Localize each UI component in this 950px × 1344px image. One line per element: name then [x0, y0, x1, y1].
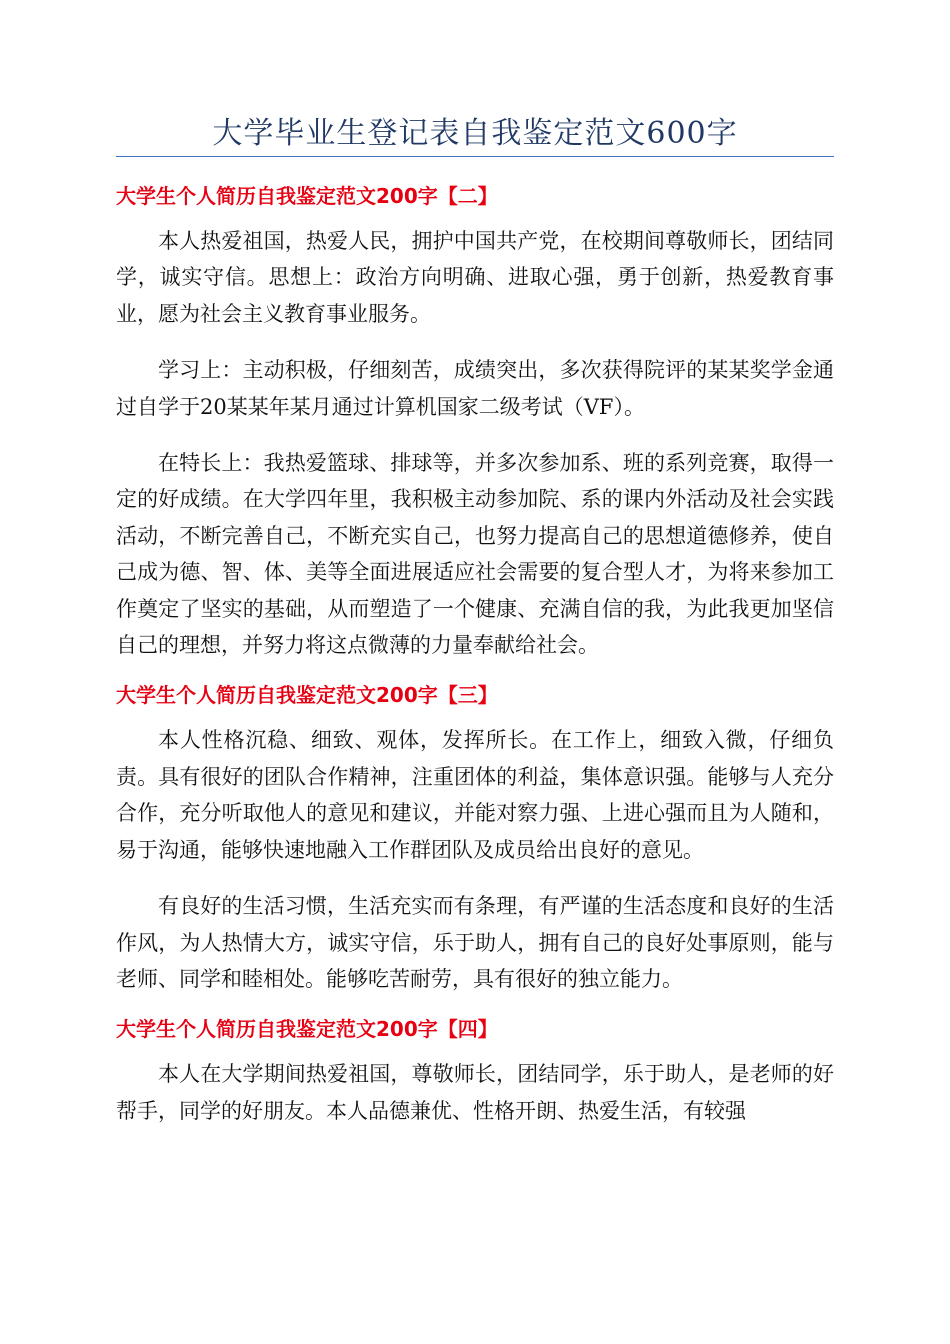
paragraph: 在特长上：我热爱篮球、排球等，并多次参加系、班的系列竞赛，取得一定的好成绩。在大学四年里，我积极主动参加院、系的课内外活动及社会实践活动，不断完善自己，不断充实自己，也努力提高自己的思想道德修养，使自己成为德、智、体、美等全面进展适应社会需要的复合型人才，为将来参加工作奠定了坚实的基础，从而塑造了一个健康、充满自信的我，为此我更加坚信自己的理想，并努力将这点微薄的力量奉献给社会。 — [116, 451, 834, 658]
paragraph: 学习上：主动积极，仔细刻苦，成绩突出，多次获得院评的某某奖学金通过自学于20某某年某月通过计算机国家二级考试（VF）。 — [116, 358, 834, 419]
paragraph: 本人在大学期间热爱祖国，尊敬师长，团结同学，乐于助人，是老师的好帮手，同学的好朋友。本人品德兼优、性格开朗、热爱生活，有较强 — [116, 1062, 834, 1123]
paragraph: 本人性格沉稳、细致、观体，发挥所长。在工作上，细致入微，仔细负责。具有很好的团队合作精神，注重团体的利益，集体意识强。能够与人充分合作，充分听取他人的意见和建议，并能对察力强、上进心强而且为人随和，易于沟通，能够快速地融入工作群团队及成员给出良好的意见。 — [116, 728, 834, 862]
title-underline — [116, 156, 834, 157]
section-heading-2: 大学生个人简历自我鉴定范文200字【二】 — [116, 184, 498, 208]
section-heading-3: 大学生个人简历自我鉴定范文200字【三】 — [116, 683, 498, 708]
paragraph: 有良好的生活习惯，生活充实而有条理，有严谨的生活态度和良好的生活作风，为人热情大方，诚实守信，乐于助人，拥有自己的良好处事原则，能与老师、同学和睦相处。能够吃苦耐劳，具有很好的独立能力。 — [116, 894, 834, 991]
document-page — [116, 0, 834, 1129]
document-title: 大学毕业生登记表自我鉴定范文600字 — [212, 116, 738, 151]
section-heading-4: 大学生个人简历自我鉴定范文200字【四】 — [116, 1017, 498, 1042]
paragraph: 本人热爱祖国，热爱人民，拥护中国共产党，在校期间尊敬师长，团结同学，诚实守信。思想上：政治方向明确、进取心强，勇于创新，热爱教育事业，愿为社会主义教育事业服务。 — [116, 229, 834, 326]
